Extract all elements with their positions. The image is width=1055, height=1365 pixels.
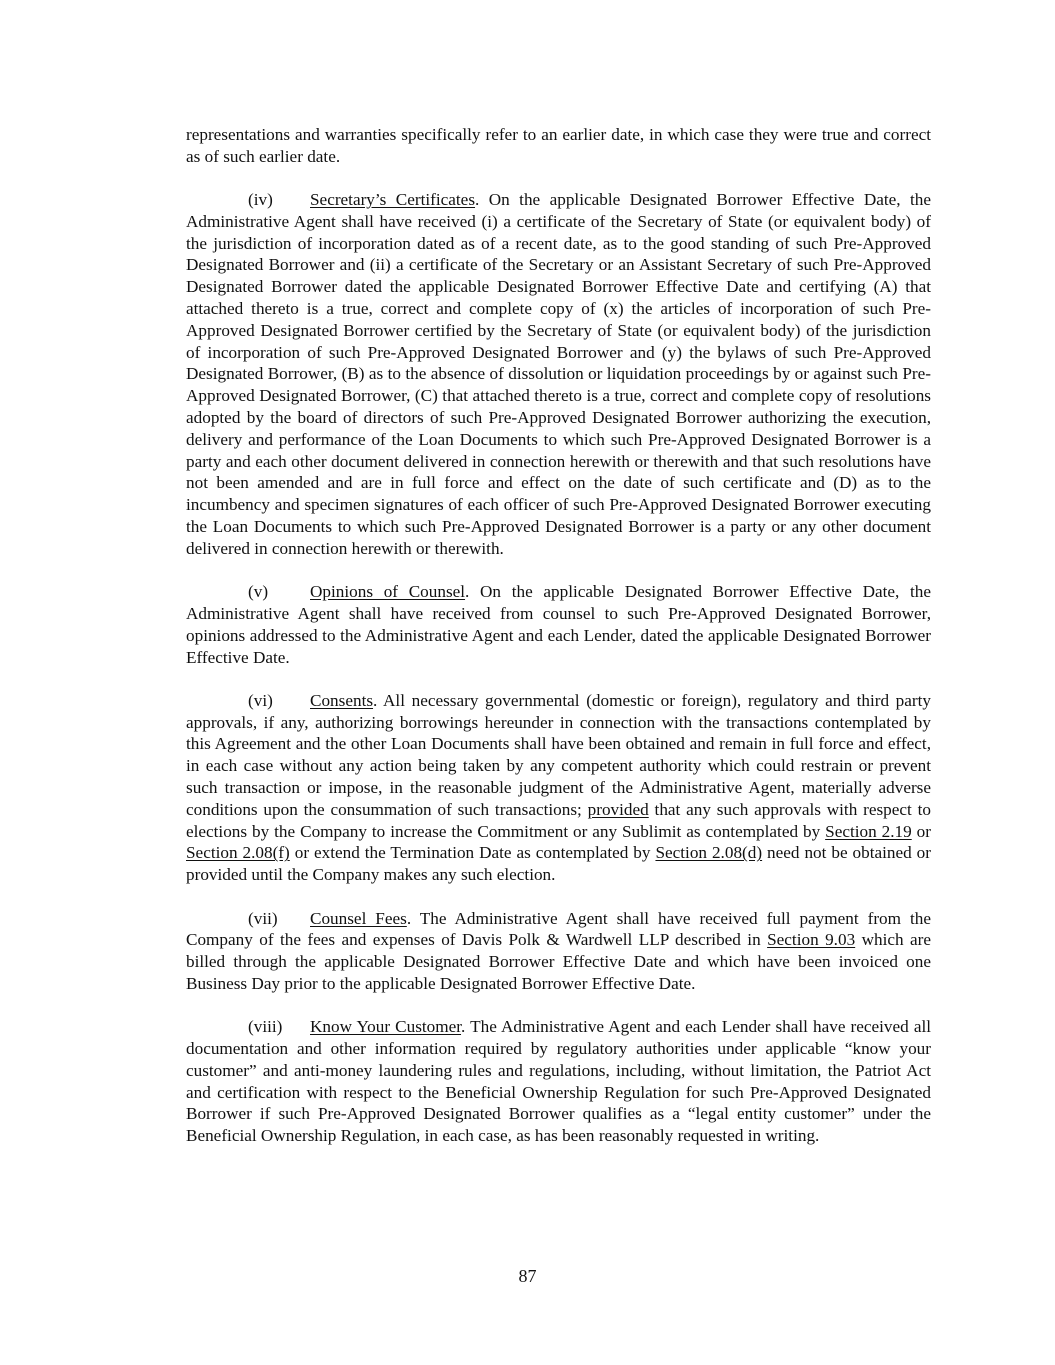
clause-heading: Opinions of Counsel [310, 582, 466, 602]
clause-heading: Know Your Customer [310, 1017, 462, 1037]
clause-number: (v) [248, 582, 269, 602]
clause-body: . On the applicable Designated Borrower Effective Date, the Administrative Agent shall have received from counsel to such Pre-Approved Designated Borrower, opinions addressed to the Administrative Agent and each Lender, dated the applicable Designated Borrower Effective Date. [186, 582, 931, 667]
clause-body: which are billed through the applicable Designated Borrower Effective Date and which have been invoiced one Business Day prior to the applicable Designated Borrower Effective Date. [186, 930, 931, 993]
clause-body: . The Administrative Agent shall have received full payment from the Company of the fees and expenses of Davis Polk & Wardwell LLP described in [186, 908, 931, 950]
clause-heading: Consents [310, 690, 374, 710]
clause-heading: Secretary’s Certificates [310, 190, 476, 210]
paragraph-vii-counsel-fees [186, 908, 931, 995]
clause-heading: Counsel Fees [310, 908, 407, 928]
paragraph-text: representations and warranties specifically refer to an earlier date, in which case they were true and correct as of such earlier date. [186, 125, 931, 166]
section-reference: Section 2.19 [825, 821, 912, 841]
clause-body: need not be obtained or provided until the Company makes any such election. [186, 843, 931, 885]
clause-number: (vi) [248, 690, 273, 710]
paragraph-v-opinions-of-counsel [186, 581, 931, 668]
paragraph-iv-secretarys-certificates [186, 189, 931, 560]
clause-number: (viii) [248, 1017, 283, 1037]
section-reference: Section 2.08(d) [655, 843, 763, 863]
clause-body: or [911, 821, 931, 841]
paragraph-vi-consents [186, 690, 931, 886]
clause-body: or extend the Termination Date as contemplated by [289, 843, 656, 863]
page-number: 87 [518, 1266, 537, 1286]
provided-term: provided [587, 799, 649, 819]
section-reference: Section 2.08(f) [186, 843, 290, 863]
clause-body: . All necessary governmental (domestic or foreign), regulatory and third party approvals, if any, authorizing borrowings hereunder in connection with the transactions contemplated by this Agreement and the other Loan Documents shall have been obtained and remain in full force and effect, in each case without any action being taken by any competent authority which could restrain or prevent such transaction or impose, in the reasonable judgment of the Administrative Agent, materially adverse conditions upon the consummation of such transactions; [186, 690, 931, 819]
clause-number: (vii) [248, 908, 278, 928]
clause-body: . On the applicable Designated Borrower Effective Date, the Administrative Agent shall have received (i) a certificate of the Secretary of State (or equivalent body) of the jurisdiction of incorporation dated as of a recent date, as to the good standing of such Pre-Approved Designated Borrower and (ii) a certificate of the Secretary or an Assistant Secretary of such Pre-Approved Designated Borrower dated the applicable Designated Borrower Effective Date and certifying (A) that attached thereto is a true, correct and complete copy of (x) the articles of incorporation of such Pre-Approved Designated Borrower certified by the Secretary of State (or equivalent body) of the jurisdiction of incorporation of such Pre-Approved Designated Borrower and (y) the bylaws of such Pre-Approved Designated Borrower, (B) as to the absence of dissolution or liquidation proceedings by or against such Pre-Approved Designated Borrower, (C) that attached thereto is a true, correct and complete copy of resolutions adopted by the board of directors of such Pre-Approved Designated Borrower authorizing the execution, delivery and performance of the Loan Documents to which such Pre-Approved Designated Borrower is a party and each other document delivered in connection herewith or therewith and that such resolutions have not been amended and are in full force and effect on the date of such certificate and (D) as to the incumbency and specimen signatures of each officer of such Pre-Approved Designated Borrower executing the Loan Documents to which such Pre-Approved Designated Borrower is a party or any other document delivered in connection herewith or therewith. [186, 190, 931, 558]
paragraph-continuation [186, 124, 931, 168]
clause-body: that any such approvals with respect to elections by the Company to increase the Commitment or any Sublimit as contemplated by [186, 799, 931, 841]
paragraph-viii-know-your-customer [186, 1016, 931, 1147]
section-reference: Section 9.03 [767, 930, 856, 950]
clause-body: . The Administrative Agent and each Lender shall have received all documentation and other information required by regulatory authorities under applicable “know your customer” and anti-money laundering rules and regulations, including, without limitation, the Patriot Act and certification with respect to the Beneficial Ownership Regulation for such Pre-Approved Designated Borrower if such Pre-Approved Designated Borrower qualifies as a “legal entity customer” under the Beneficial Ownership Regulation, in each case, as has been reasonably requested in writing. [186, 1017, 931, 1146]
clause-number: (iv) [248, 190, 273, 210]
document-body [186, 124, 931, 1168]
